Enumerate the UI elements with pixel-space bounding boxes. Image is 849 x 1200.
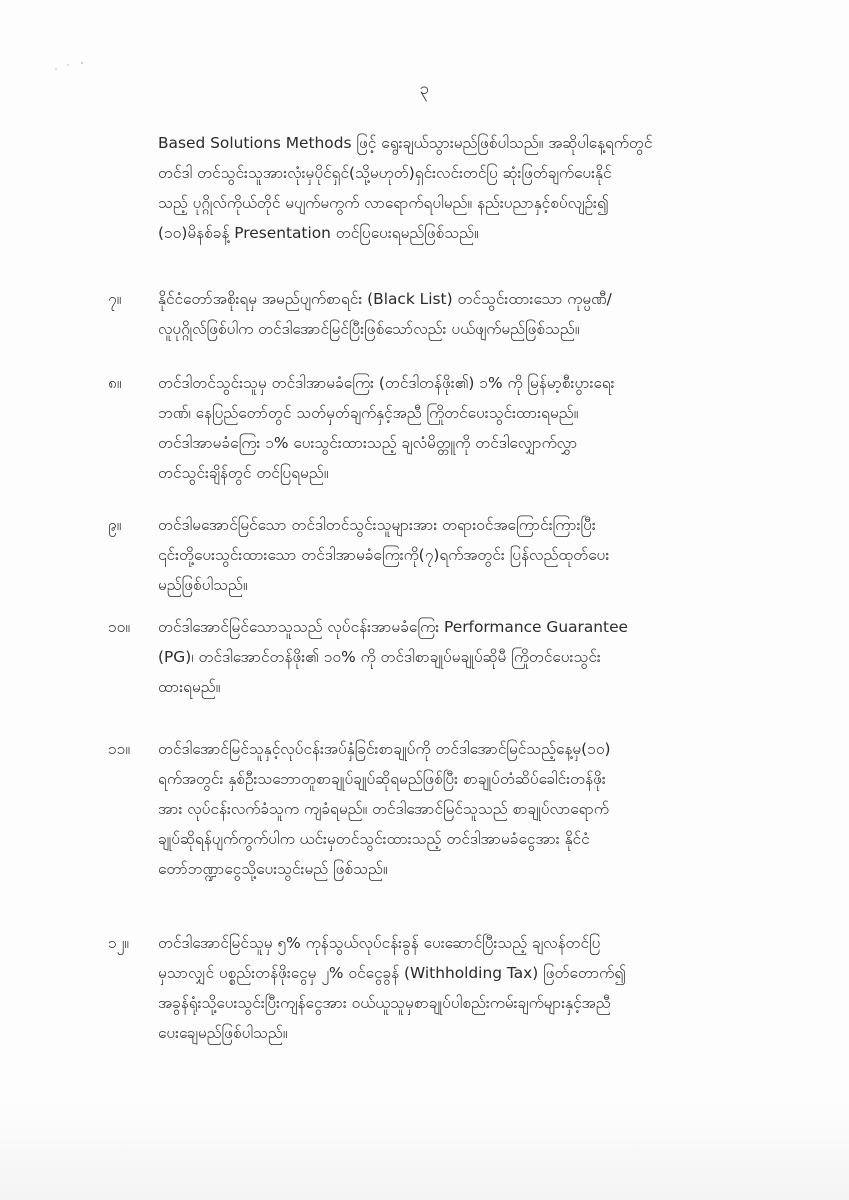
text-line: ရက်အတွင်း နှစ်ဦးသဘောတူစာချုပ်ချုပ်ဆိုရမည်ဖြစ်ပြီး စာချုပ်တံဆိပ်ခေါင်းတန်ဖိုး [158, 770, 606, 788]
item-text [158, 510, 750, 600]
text-line: ပေးချေမည်ဖြစ်ပါသည်။ [158, 1024, 288, 1042]
item-number: ၁၁။ [108, 740, 130, 758]
text-line: တင်ဒါအောင်မြင်သောသူသည် လုပ်ငန်းအာမခံကြေး Performance Guarantee [158, 618, 629, 636]
text-line: တင်ဒါမအောင်မြင်သော တင်ဒါတင်သွင်းသူများအား တရားဝင်အကြောင်းကြားပြီး [158, 516, 596, 534]
text-line: တင်ဒါအာမခံကြေး ၁% ပေးသွင်းထားသည့် ချလံမိတ္တူကို တင်ဒါလျှောက်လွှာ [158, 434, 578, 452]
item-number: ၈။ [108, 374, 122, 392]
text-line: ထားရမည်။ [158, 678, 221, 696]
text-line: အခွန်ရုံးသို့ပေးသွင်းပြီးကျန်ငွေအား ဝယ်ယူသူမှစာချုပ်ပါစည်းကမ်းချက်များနှင့်အညီ [158, 994, 611, 1012]
item-number: ၇။ [108, 290, 122, 308]
intro-paragraph [158, 128, 750, 248]
text-line: တော်ဘဏ္ဍာငွေသို့ပေးသွင်းမည် ဖြစ်သည်။ [158, 860, 388, 878]
text-line: တင်ဒါ တင်သွင်းသူအားလုံးမှပိုင်ရှင်(သို့မဟုတ်)ရှင်းလင်းတင်ပြ ဆုံးဖြတ်ချက်ပေးနိုင် [158, 164, 612, 182]
page-number: ၃ [419, 79, 430, 99]
text-line: (၁၀)မိနစ်ခန့် Presentation တင်ပြပေးရမည်ဖြစ်သည်။ [158, 224, 479, 242]
scan-speck-mark [50, 60, 90, 74]
item-text [158, 368, 750, 488]
item-number: ၉။ [108, 516, 122, 534]
text-line: တင်ဒါတင်သွင်းသူမှ တင်ဒါအာမခံကြေး (တင်ဒါတန်ဖိုး၏) ၁% ကို မြန်မာ့စီးပွားရေး [158, 374, 615, 392]
text-line: တင်သွင်းချိန်တွင် တင်ပြရမည်။ [158, 464, 329, 482]
text-line: Based Solutions Methods ဖြင့် ရွေးချယ်သွားမည်ဖြစ်ပါသည်။ အဆိုပါနေ့ရက်တွင် [158, 134, 653, 152]
text-line: မှသာလျှင် ပစ္စည်းတန်ဖိုးငွေမှ ၂% ဝင်ငွေခွန် (Withholding Tax) ဖြတ်တောက်၍ [158, 964, 626, 982]
text-line: တင်ဒါအောင်မြင်သူမှ ၅% ကုန်သွယ်လုပ်ငန်းခွန် ပေးဆောင်ပြီးသည့် ချလန်တင်ပြ [158, 934, 601, 952]
item-text [158, 734, 750, 884]
text-line: ချုပ်ဆိုရန်ပျက်ကွက်ပါက ယင်းမှတင်သွင်းထားသည့် တင်ဒါအာမခံငွေအား နိုင်ငံ [158, 830, 590, 848]
item-text [158, 612, 750, 702]
text-line: နိုင်ငံတော်အစိုးရမှ အမည်ပျက်စာရင်း (Black List) တင်သွင်းထားသော ကုမ္ပဏီ/ [158, 290, 612, 308]
text-line: သည့် ပုဂ္ဂိုလ်ကိုယ်တိုင် မပျက်မကွက် လာရောက်ရပါမည်။ နည်းပညာနှင့်စပ်လျဉ်း၍ [158, 194, 609, 212]
text-line: (PG)၊ တင်ဒါအောင်တန်ဖိုး၏ ၁၀% ကို တင်ဒါစာချုပ်မချုပ်ဆိုမီ ကြိုတင်ပေးသွင်း [158, 648, 601, 666]
scan-bottom-shade [0, 1100, 849, 1200]
text-line: တင်ဒါအောင်မြင်သူနှင့်လုပ်ငန်းအပ်နှံခြင်းစာချုပ်ကို တင်ဒါအောင်မြင်သည့်နေ့မှ(၁၀) [158, 740, 611, 758]
text-line: အား လုပ်ငန်းလက်ခံသူက ကျခံရမည်။ တင်ဒါအောင်မြင်သူသည် စာချုပ်လာရောက် [158, 800, 609, 818]
text-line: ဘဏ်၊ နေပြည်တော်တွင် သတ်မှတ်ချက်နှင့်အညီ ကြိုတင်ပေးသွင်းထားရမည်။ [158, 404, 579, 422]
item-text [158, 928, 750, 1048]
item-number: ၁၀။ [108, 618, 130, 636]
text-line: ၎င်းတို့ပေးသွင်းထားသော တင်ဒါအာမခံကြေးကို(၇)ရက်အတွင်း ပြန်လည်ထုတ်ပေး [158, 546, 610, 564]
item-text [158, 284, 750, 344]
text-line: လူပုဂ္ဂိုလ်ဖြစ်ပါက တင်ဒါအောင်မြင်ပြီးဖြစ်သော်လည်း ပယ်ဖျက်မည်ဖြစ်သည်။ [158, 320, 580, 338]
text-line: မည်ဖြစ်ပါသည်။ [158, 576, 248, 594]
item-number: ၁၂။ [108, 934, 129, 952]
